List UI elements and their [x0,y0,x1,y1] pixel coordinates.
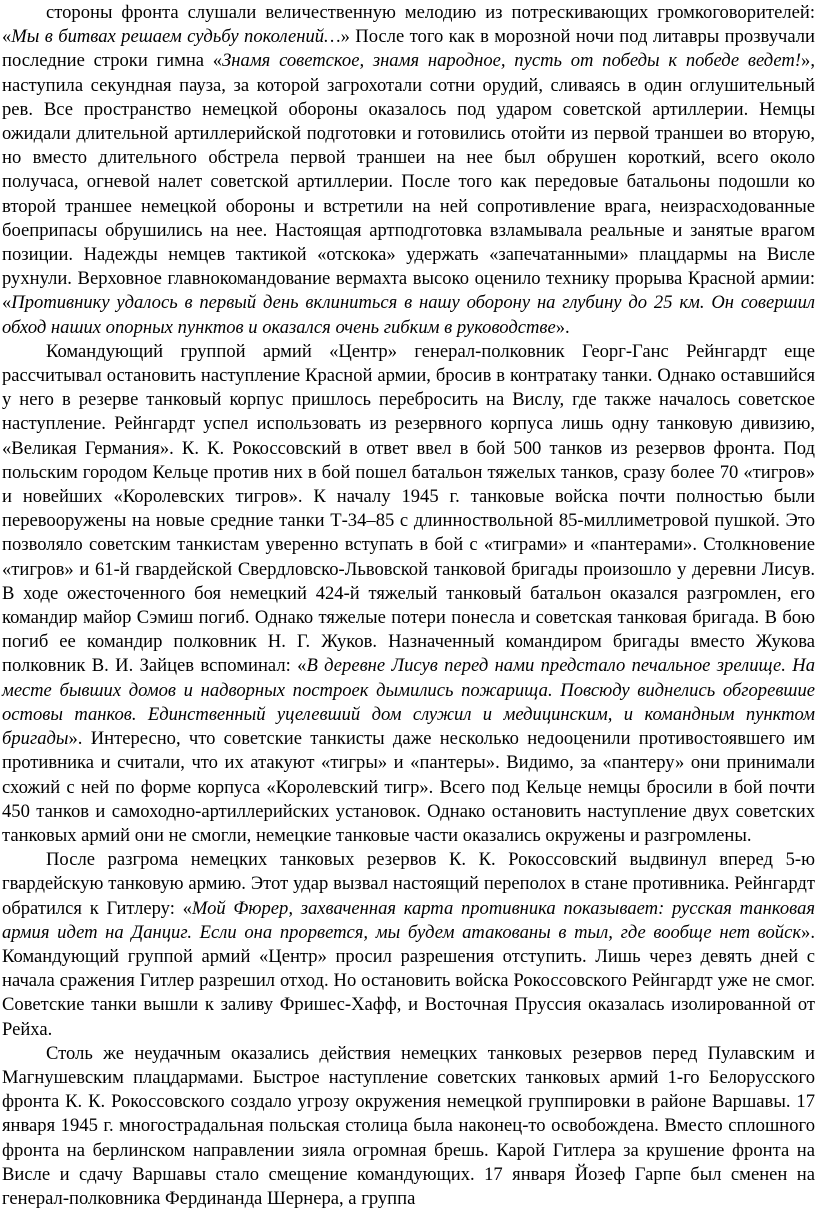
quote-text: Знамя советское, знамя народное, пусть от победы к победе ведет! [222,50,802,72]
body-text: ». Интересно, что советские танкисты даже несколько недооценили противостоявшего им противника и считали, что их атакуют «тигры» и «пантеры». Видимо, за «пантеру» они принимали схожий с ней по форме корпуса «Королевский тигр». Всего под Кельце немцы бросили в бой почти 450 танков и самоходно-артиллерийских установок. Однако остановить наступление двух советских танковых армий они не смогли, немецкие танковые части оказались окружены и разгромлены. [2,728,815,846]
body-text: Командующий группой армий «Центр» генерал-полковник Георг-Ганс Рейнгардт еще рассчитывал остановить наступление Красной армии, бросив в контратаку танки. Однако оставшийся у него в резерве танковый корпус пришлось перебросить на Вислу, где также началось советское наступление. Рейнгардт успел использовать из резервного корпуса лишь одну танковую дивизию, «Великая Германия». К. К. Рокоссовский в ответ ввел в бой 500 танков из резервов фронта. Под польским городом Кельце против них в бой пошел батальон тяжелых танков, сразу более 70 «тигров» и новейших «Королевских тигров». К началу 1945 г. танковые войска почти полностью были перевооружены на новые средние танки Т-34–85 с длинноствольной 85-миллиметровой пушкой. Это позволяло советским танкистам уверенно вступать в бой с «тиграми» и «пантерами». Столкновение «тигров» и 61-й гвардейской Свердловско-Львовской танковой бригады произошло у деревни Лисув. В ходе ожесточенного боя немецкий 424-й тяжелый танковый батальон оказался разгромлен, его командир майор Сэмиш погиб. Однако тяжелые потери понесла и советская танковая бригада. В бою погиб ее командир полковник Н. Г. Жуков. Назначенный командиром бригады вместо Жукова полковник В. И. Зайцев вспоминал: « [2,340,815,677]
body-text: », наступила секундная пауза, за которой загрохотали сотни орудий, сливаясь в один оглушительный рев. Все пространство немецкой обороны оказалось под ударом советской артиллерии. Немцы ожидали длительной артиллерийской подготовки и готовились отойти из первой траншеи во вторую, но вместо длительного обстрела первой траншеи на нее был обрушен короткий, всего около получаса, огневой налет советской артиллерии. После того как передовые батальоны подошли ко второй траншее немецкой обороны и встретили на ней сопротивление врага, неизрасходованные боеприпасы обрушились на нее. Настоящая артподготовка взламывала реальные и занятые врагом позиции. Надежды немцев тактикой «отскока» удержать «запечатанными» плацдармы на Висле рухнули. Верховное главнокомандование вермахта высоко оценило технику прорыва Красной армии: « [2,50,815,314]
body-text: После разгрома немецких танковых резервов К. К. Рокоссовский выдвинул вперед 5-ю гвардейскую танковую армию. Этот удар вызвал настоящий переполох в стане противника. Рейнгардт обратился к Гитлеру: « [2,849,815,919]
body-text: стороны фронта слушали величественную мелодию из потрескивающих громкоговорителей: « [2,2,815,48]
paragraph [2,1,815,340]
quote-text: Мой Фюрер, захваченная карта противника показывает: русская танковая армия идет на Данциг. Если она прорвется, мы будем атакованы в тыл, где вообще нет войск [2,897,816,943]
body-text: ». [555,316,570,338]
paragraph [2,848,815,1042]
quote-text: Мы в битвах решаем судьбу поколений… [11,26,341,48]
body-text: » После того как в морозной ночи под литавры прозвучали последние строки гимна « [2,26,815,72]
text-body [2,1,815,1211]
quote-text: В деревне Лисув перед нами предстало печальное зрелище. На месте бывших домов и надворных построек дымились пожарища. Повсюду виднелись обгоревшие остовы танков. Единственный уцелевший дом служил и медицинским, и командным пунктом бригады [2,655,815,750]
paragraph [2,340,815,848]
body-text: ». Командующий группой армий «Центр» просил разрешения отступить. Лишь через девять дней с начала сражения Гитлер разрешил отход. Но остановить войска Рокоссовского Рейнгардт уже не смог. Советские танки вышли к заливу Фришес-Хафф, и Восточная Пруссия оказалась изолированной от Рейха. [2,921,815,1040]
paragraph [2,1042,815,1211]
body-text: Столь же неудачным оказались действия немецких танковых резервов перед Пулавским и Магнушевским плацдармами. Быстрое наступление советских танковых армий 1-го Белорусского фронта К. К. Рокоссовского создало угрозу окружения немецкой группировки в районе Варшавы. 17 января 1945 г. многострадальная польская столица была наконец-то освобождена. Вместо сплошного фронта на берлинском направлении зияла огромная брешь. Карой Гитлера за крушение фронта на Висле и сдачу Варшавы стало смещение командующих. 17 января Йозеф Гарпе был сменен на генерал-полковника Фердинанда Шернера, а группа [2,1042,815,1209]
quote-text: Противнику удалось в первый день вклиниться в нашу оборону на глубину до 25 км. Он совершил обход наших опорных пунктов и оказался очень гибким в руководстве [2,292,815,338]
